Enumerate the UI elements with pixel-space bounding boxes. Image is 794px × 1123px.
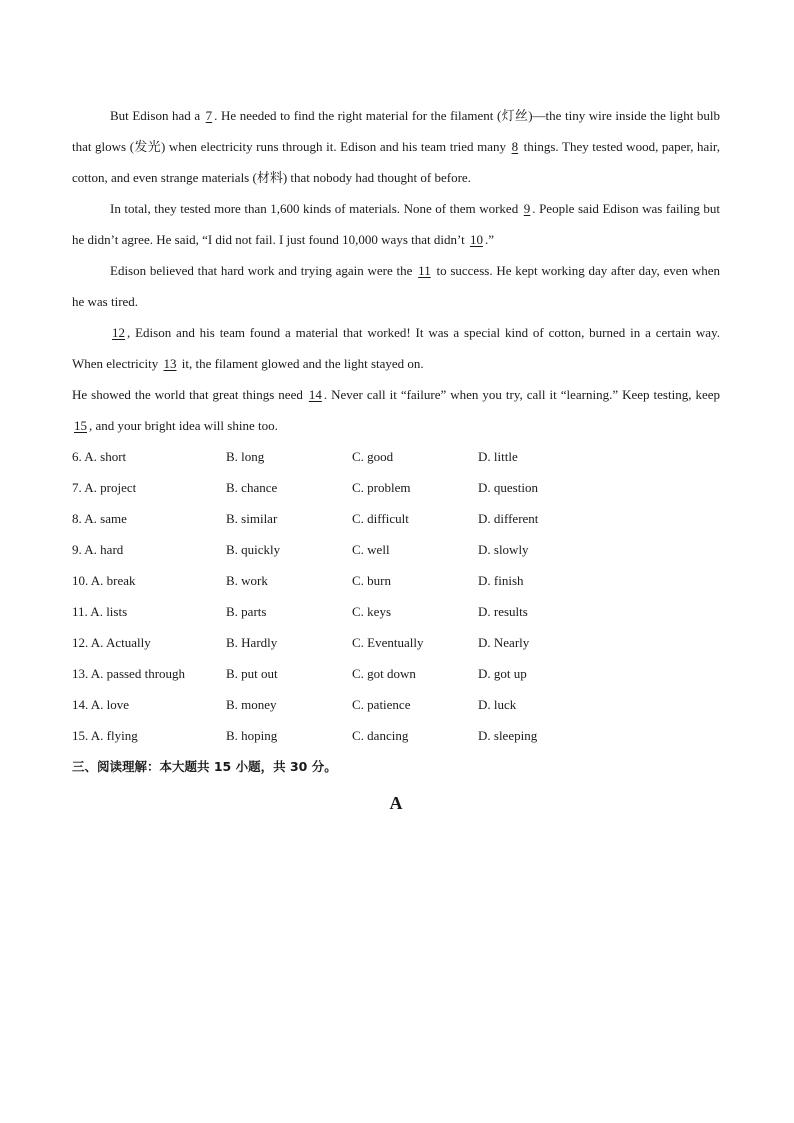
option-c: C. well — [352, 542, 390, 557]
option-d: D. question — [478, 480, 538, 495]
option-b: B. chance — [226, 480, 278, 495]
option-b: B. money — [226, 697, 277, 712]
text: . He needed to find the right material for the filament (灯丝)—the tiny wire inside the light bulb that glows (发光) when electricity runs through it. Edison and his team tried many — [72, 108, 720, 154]
option-d: D. got up — [478, 666, 527, 681]
option-row — [72, 627, 720, 658]
option-a: 7. A. project — [72, 480, 137, 495]
text: things. They tested wood, paper, hair, cotton, and even strange materials (材料) that nobody had thought of before. — [72, 139, 720, 185]
text: it, the filament glowed and the light stayed on. — [178, 356, 424, 371]
option-b: B. hoping — [226, 728, 278, 743]
option-d: D. finish — [478, 573, 524, 588]
text: . Never call it “failure” when you try, call it “learning.” Keep testing, keep — [323, 387, 720, 402]
blank-15: 15 — [74, 418, 87, 433]
option-a: 12. A. Actually — [72, 635, 151, 650]
option-b: B. put out — [226, 666, 278, 681]
option-row — [72, 596, 720, 627]
text: But Edison had a — [110, 108, 204, 123]
option-b: B. similar — [226, 511, 278, 526]
section-heading: 三、阅读理解：本大题共 15 小题，共 30 分。 — [72, 759, 337, 774]
option-b: B. work — [226, 573, 268, 588]
option-d: D. luck — [478, 697, 517, 712]
option-d: D. slowly — [478, 542, 529, 557]
option-row — [72, 658, 720, 689]
option-a: 15. A. flying — [72, 728, 138, 743]
blank-14: 14 — [308, 387, 322, 402]
text: to success. He kept working day after day, even when he was tired. — [72, 263, 720, 309]
option-b: B. quickly — [226, 542, 281, 557]
option-c: C. got down — [352, 666, 416, 681]
option-c: C. keys — [352, 604, 391, 619]
option-row — [72, 472, 720, 503]
text: .” — [484, 232, 494, 247]
option-d: D. different — [478, 511, 539, 526]
part-letter: A — [389, 793, 403, 813]
blank-8: 8 — [511, 139, 519, 154]
option-row — [72, 441, 720, 472]
option-c: C. Eventually — [352, 635, 424, 650]
passage-paragraph-2 — [72, 193, 720, 255]
options-list — [72, 441, 720, 751]
option-row — [72, 565, 720, 596]
passage-paragraph-1 — [72, 100, 720, 193]
text: In total, they tested more than 1,600 kinds of materials. None of them worked — [110, 201, 522, 216]
blank-12: 12 — [112, 325, 125, 340]
blank-10: 10 — [469, 232, 483, 247]
option-row — [72, 720, 720, 751]
option-b: B. Hardly — [226, 635, 278, 650]
option-c: C. burn — [352, 573, 391, 588]
option-a: 8. A. same — [72, 511, 127, 526]
option-a: 10. A. break — [72, 573, 136, 588]
text: , Edison and his team found a material that worked! It was a special kind of cotton, burned in a certain way. When electricity — [72, 325, 720, 371]
option-d: D. little — [478, 449, 518, 464]
passage-paragraph-4 — [72, 317, 720, 379]
option-row — [72, 503, 720, 534]
option-a: 6. A. short — [72, 449, 127, 464]
option-row — [72, 689, 720, 720]
blank-13: 13 — [163, 356, 177, 371]
option-c: C. good — [352, 449, 394, 464]
text: , and your bright idea will shine too. — [89, 418, 278, 433]
blank-11: 11 — [418, 263, 431, 278]
option-a: 13. A. passed through — [72, 666, 186, 681]
option-d: D. sleeping — [478, 728, 538, 743]
option-b: B. long — [226, 449, 265, 464]
option-a: 11. A. lists — [72, 604, 128, 619]
text: Edison believed that hard work and trying again were the — [110, 263, 417, 278]
passage-paragraph-3 — [72, 255, 720, 317]
option-a: 14. A. love — [72, 697, 130, 712]
option-a: 9. A. hard — [72, 542, 124, 557]
passage-paragraph-5 — [72, 379, 720, 441]
option-d: D. Nearly — [478, 635, 530, 650]
text: He showed the world that great things need — [72, 387, 307, 402]
blank-7: 7 — [205, 108, 213, 123]
option-c: C. dancing — [352, 728, 409, 743]
option-row — [72, 534, 720, 565]
blank-9: 9 — [523, 201, 531, 216]
document-page — [72, 100, 720, 814]
option-c: C. patience — [352, 697, 411, 712]
text: . People said Edison was failing but he didn’t agree. He said, “I did not fail. I just found 10,000 ways that didn’t — [72, 201, 720, 247]
option-c: C. difficult — [352, 511, 409, 526]
option-d: D. results — [478, 604, 528, 619]
option-b: B. parts — [226, 604, 267, 619]
option-c: C. problem — [352, 480, 411, 495]
